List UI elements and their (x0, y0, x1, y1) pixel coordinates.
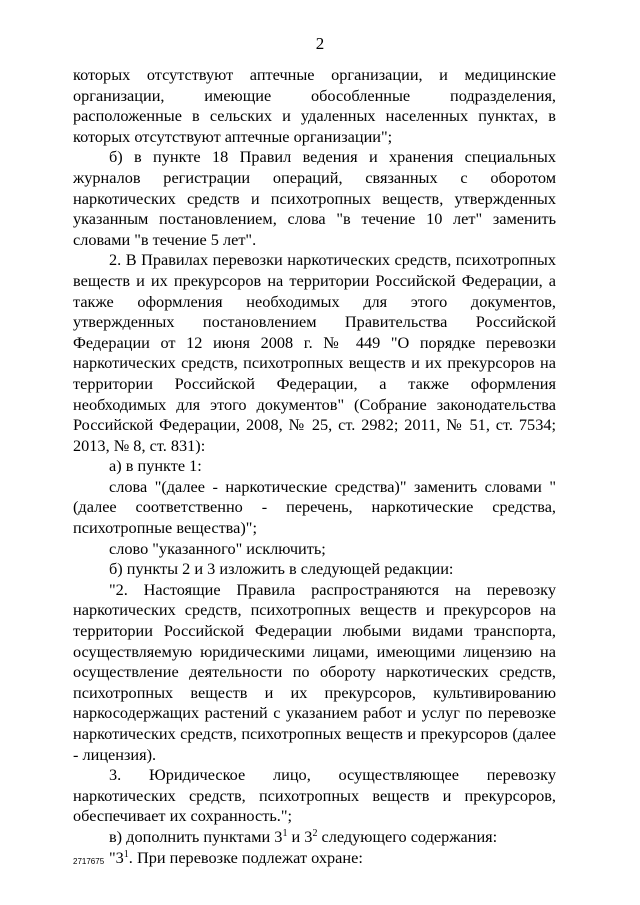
text-fragment: "3 (109, 847, 124, 867)
text-fragment: . При перевозке подлежат охране: (128, 847, 363, 867)
paragraph: слова "(далее - наркотические средства)" заменить словами "(далее соответственно - перечень, наркотические средства, психотропные вещества)"; (73, 476, 556, 538)
paragraph: "2. Настоящие Правила распространяются на перевозку наркотических средств, психотропных веществ и прекурсоров на территории Российской Федерации любыми видами транспорта, осуществляемую юридическими лицами, имеющими лицензию на осуществление деятельности по обороту наркотических средств, психотропных веществ и их прекурсоров, культивированию наркосодержащих растений с указанием работ и услуг по перевозке наркотических средств, психотропных веществ и прекурсоров (далее - лицензия). (73, 579, 556, 764)
text-fragment: в) дополнить пунктами 3 (109, 826, 283, 846)
superscript: 1 (123, 848, 129, 860)
page-number: 2 (315, 34, 325, 53)
paragraph: которых отсутствуют аптечные организации, и медицинские организации, имеющие обособленные подразделения, расположенные в сельских и удаленных населенных пунктах, в которых отсутствуют аптечные организации"; (73, 65, 556, 146)
paragraph: 3. Юридическое лицо, осуществляющее перевозку наркотических средств, психотропных веществ и прекурсоров, обеспечивает их сохранность."; (73, 765, 556, 826)
paragraph: слово "указанного" исключить; (109, 538, 326, 558)
paragraph: б) в пункте 18 Правил ведения и хранения специальных журналов регистрации операций, связанных с оборотом наркотических средств и психотропных веществ, утвержденных указанным постановлением, слова "в течение 10 лет" заменить словами "в течение 5 лет". (73, 147, 556, 249)
paragraph-supplement-points (73, 827, 556, 848)
paragraph: а) в пункте 1: (109, 456, 202, 476)
paragraph: 2. В Правилах перевозки наркотических средств, психотропных веществ и их прекурсоров на территории Российской Федерации, а также оформления необходимых для этого документов, утвержденных постановлением Правительства Российской Федерации от 12 июня 2008 г. № 449 "О порядке перевозки наркотических средств, психотропных веществ и их прекурсоров на территории Российской Федерации, а также оформления необходимых для этого документов" (Собрание законодательства Российской Федерации, 2008, № 25, ст. 2982; 2011, № 51, ст. 7534; 2013, № 8, ст. 831): (73, 250, 556, 455)
text-fragment: и 3 (287, 826, 313, 846)
paragraph: б) пункты 2 и 3 изложить в следующей редакции: (109, 559, 454, 579)
document-body (73, 65, 556, 868)
text-fragment: следующего содержания: (317, 826, 498, 846)
paragraph-point-3-1 (73, 848, 556, 869)
superscript: 2 (312, 827, 318, 839)
superscript: 1 (282, 827, 288, 839)
document-code: 2717675 (73, 857, 105, 866)
